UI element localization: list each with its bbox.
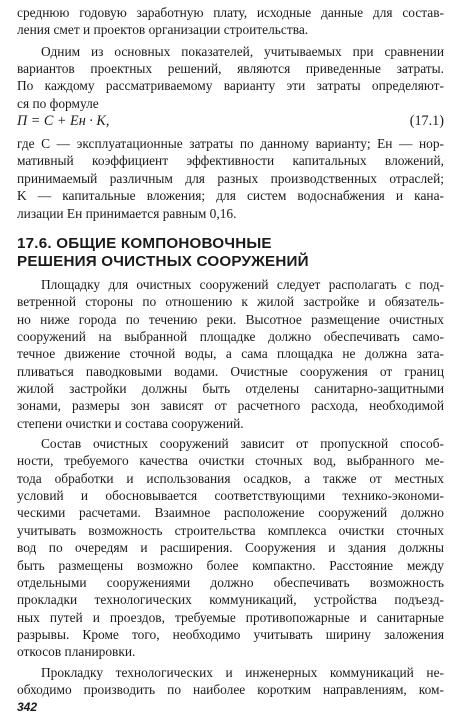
text-line: обходимо производить по наиболее коротким направлениям, ком- (17, 681, 444, 697)
text-line: быть размещены возможно более компактно. Расстояние между (17, 557, 444, 573)
text-line: вод по очередям и расширения. Сооружения и здания должны (17, 540, 444, 556)
text-line: но ниже города по течению реки. Высотное размещение очистных (17, 311, 444, 327)
text-line: где C — эксплуатационные затраты по данному варианту; Eн — нор- (17, 136, 444, 152)
text-line: жилой застройки должны быть отделены санитарно-защитными (17, 381, 444, 396)
text-line: разрывы. Кроме того, необходимо учитывать ширину заложения (17, 626, 444, 642)
text-line: откосов планировки. (17, 644, 136, 660)
formula-number: (17.1) (409, 113, 444, 130)
text-line: вариантов проектных решений, являются приведенные затраты. (17, 61, 444, 77)
formula-expression: П = C + Eн · K, (17, 113, 110, 130)
text-line: ветренной стороны по отношению к жилой застройке и обязатель- (17, 294, 444, 310)
text-line: ных путей и проездов, требуемые противопожарные и санитарные (17, 609, 444, 625)
formula-17-1 (17, 113, 444, 133)
text-line: Состав очистных сооружений зависит от пропускной способ- (41, 436, 444, 451)
page-number: 342 (17, 700, 38, 715)
text-line: Одним из основных показателей, учитываемых при сравнении (41, 43, 444, 59)
text-line: ности, требуемого качества очистки сточных вод, выбранного ме- (17, 453, 444, 469)
text-line: принимаемый различным для разных производственных отраслей; (17, 170, 444, 186)
text-line: K — капитальные вложения; для систем водоснабжения и кана- (17, 188, 444, 204)
text-line: отдельными сооружениями должно обеспечивать возможность (17, 574, 444, 590)
section-heading-line-2: РЕШЕНИЯ ОЧИСТНЫХ СООРУЖЕНИЙ (17, 252, 309, 270)
text-line: условий и обосновывается соответствующими технико-экономи- (17, 488, 444, 504)
text-line: сооружений на выбранной площадке должно обеспечивать само- (17, 328, 444, 344)
text-line: ческими расчетами. Взаимное расположение сооружений должно (17, 505, 444, 521)
text-line: зонами, размеры зон зависят от расчетного расхода, необходимой (17, 398, 444, 414)
text-line: степени очистки и состава сооружений. (17, 415, 244, 431)
text-line: прокладки технологических коммуникаций, устройства подъезд- (17, 592, 444, 608)
text-line: По каждому рассматриваемому варианту эти затраты определяют- (17, 78, 444, 94)
text-line: среднюю годовую заработную плату, исходные данные для состав- (17, 5, 444, 20)
text-line: пливаться паводковыми водами. Очистные сооружения от границ (17, 363, 444, 379)
text-line: тода обработки и использования осадков, а также от местных (17, 470, 444, 486)
text-line: учитывать возможность строительства комплекса очистки сточных (17, 522, 444, 538)
text-line: Площадку для очистных сооружений следует располагать с под- (41, 276, 444, 292)
text-line: течное движение сточной воды, а сама площадка не должна зата- (17, 346, 444, 362)
text-line: лизации Eн принимается равным 0,16. (17, 205, 237, 221)
text-line: мативный коэффициент эффективности капитальных вложений, (17, 153, 444, 169)
text-line: ления смет и проектов организации строительства. (17, 22, 309, 38)
section-heading-line-1: 17.6. ОБЩИЕ КОМПОНОВОЧНЫЕ (17, 234, 272, 252)
text-line: ся по формуле (17, 95, 99, 111)
text-line: Прокладку технологических и инженерных коммуникаций не- (41, 664, 444, 680)
